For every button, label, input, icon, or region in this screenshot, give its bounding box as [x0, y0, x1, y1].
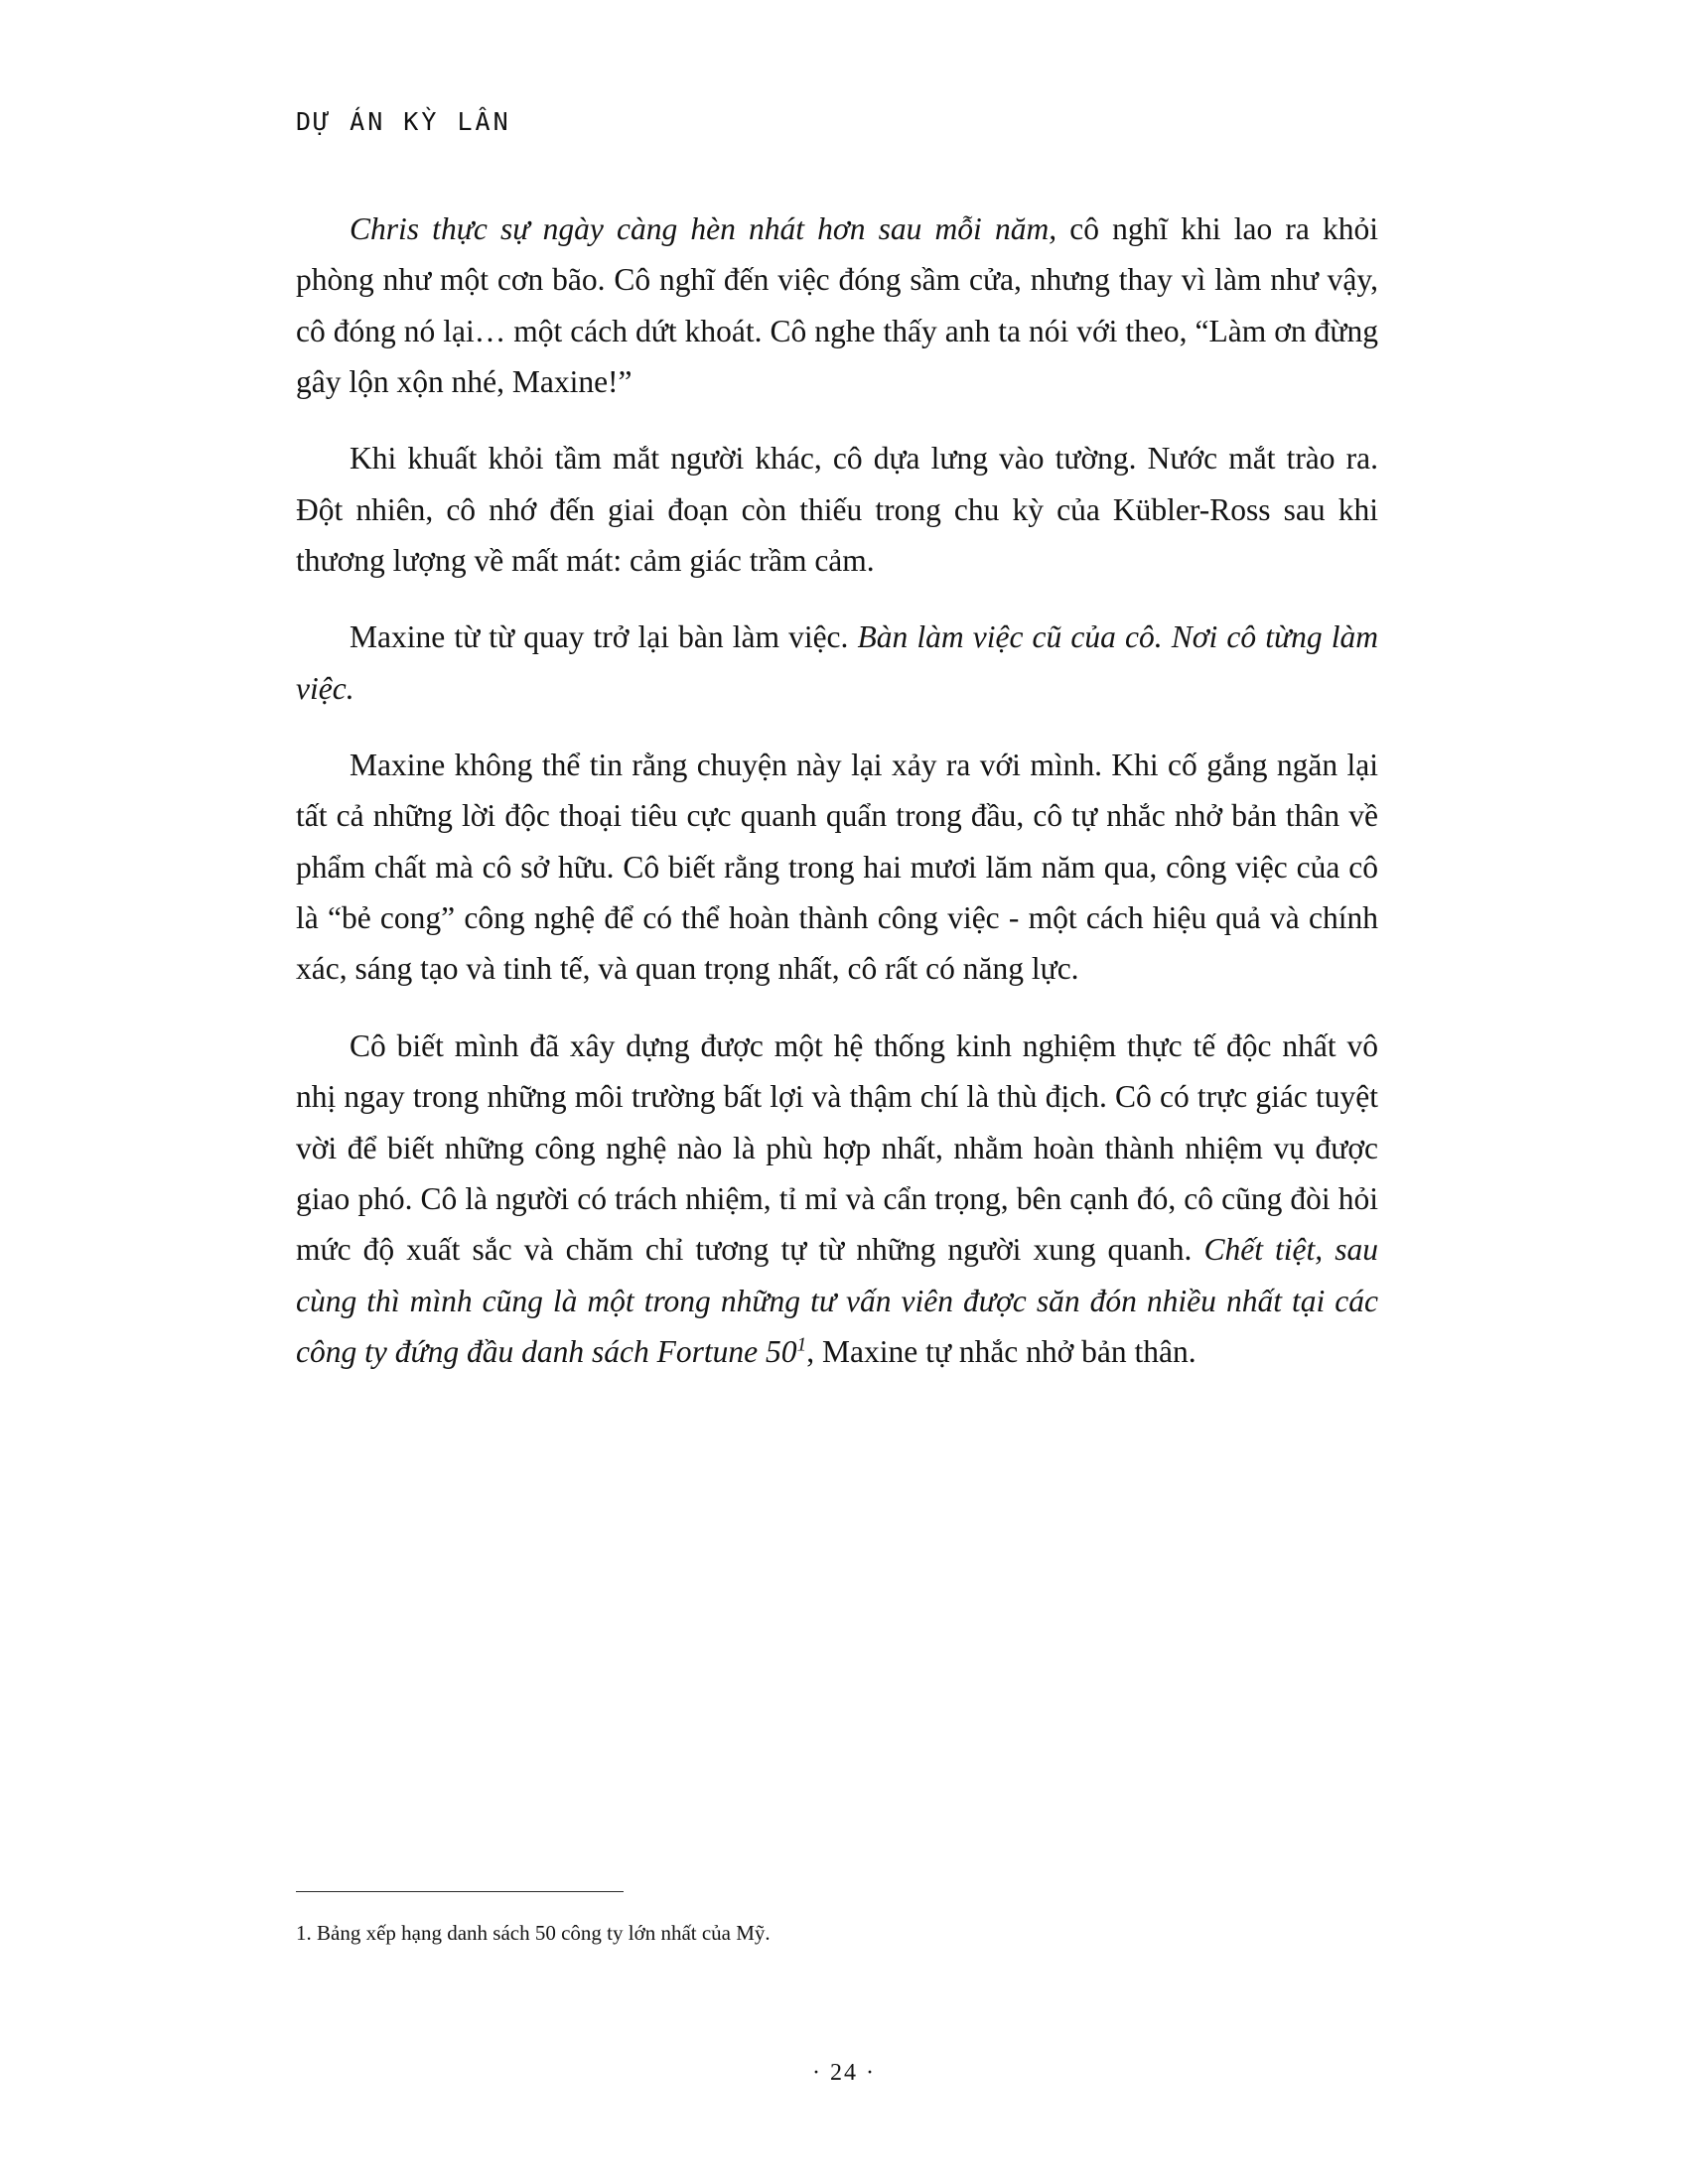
body-text-column	[296, 204, 1378, 1377]
paragraph-5	[296, 1021, 1378, 1377]
footnote-separator-rule	[296, 1891, 624, 1892]
footnote-area	[296, 1891, 1378, 1950]
paragraph-5-run-normal-b: , Maxine tự nhắc nhở bản thân.	[806, 1333, 1196, 1369]
footnote-text: 1. Bảng xếp hạng danh sách 50 công ty lớn nhất của Mỹ.	[296, 1921, 771, 1945]
paragraph-1-run-italic: Chris thực sự ngày càng hèn nhát hơn sau mỗi năm,	[350, 211, 1057, 246]
paragraph-2-run-normal: Khi khuất khỏi tầm mắt người khác, cô dựa lưng vào tường. Nước mắt trào ra. Đột nhiên, cô nhớ đến giai đoạn còn thiếu trong chu kỳ của Kübler-Ross sau khi thương lượng về mất mát: cảm giác trầm cảm.	[296, 441, 1378, 579]
paragraph-5-run-italic: Chết tiệt, sau cùng thì mình cũng là một trong những tư vấn viên được săn đón nhiều nhất tại các công ty đứng đầu danh sách Fortune 50	[296, 1232, 1378, 1369]
paragraph-1-run-normal: cô nghĩ khi lao ra khỏi phòng như một cơn bão. Cô nghĩ đến việc đóng sầm cửa, nhưng thay vì làm như vậy, cô đóng nó lại… một cách dứt khoát. Cô nghe thấy anh ta nói với theo, “Làm ơn đừng gây lộn xộn nhé, Maxine!”	[296, 211, 1378, 400]
paragraph-2	[296, 433, 1378, 586]
footnote-reference-marker: 1	[796, 1334, 807, 1356]
paragraph-3	[296, 612, 1378, 714]
paragraph-4	[296, 740, 1378, 995]
paragraph-5-run-normal-a: Cô biết mình đã xây dựng được một hệ thống kinh nghiệm thực tế độc nhất vô nhị ngay trong những môi trường bất lợi và thậm chí là thù địch. Cô có trực giác tuyệt vời để biết những công nghệ nào là phù hợp nhất, nhằm hoàn thành nhiệm vụ được giao phó. Cô là người có trách nhiệm, tỉ mỉ và cẩn trọng, bên cạnh đó, cô cũng đòi hỏi mức độ xuất sắc và chăm chỉ tương tự từ những người xung quanh.	[296, 1027, 1378, 1268]
paragraph-3-run-italic: Bàn làm việc cũ của cô. Nơi cô từng làm việc.	[296, 619, 1378, 706]
paragraph-1	[296, 204, 1378, 407]
paragraph-4-run-normal: Maxine không thể tin rằng chuyện này lại xảy ra với mình. Khi cố gắng ngăn lại tất cả những lời độc thoại tiêu cực quanh quẩn trong đầu, cô tự nhắc nhở bản thân về phẩm chất mà cô sở hữu. Cô biết rằng trong hai mươi lăm năm qua, công việc của cô là “bẻ cong” công nghệ để có thể hoàn thành công việc - một cách hiệu quả và chính xác, sáng tạo và tinh tế, và quan trọng nhất, cô rất có năng lực.	[296, 748, 1378, 987]
paragraph-3-run-normal: Maxine từ từ quay trở lại bàn làm việc.	[350, 619, 858, 655]
page-number: · 24 ·	[812, 2060, 876, 2086]
running-head: DỰ ÁN KỲ LÂN	[296, 107, 511, 136]
